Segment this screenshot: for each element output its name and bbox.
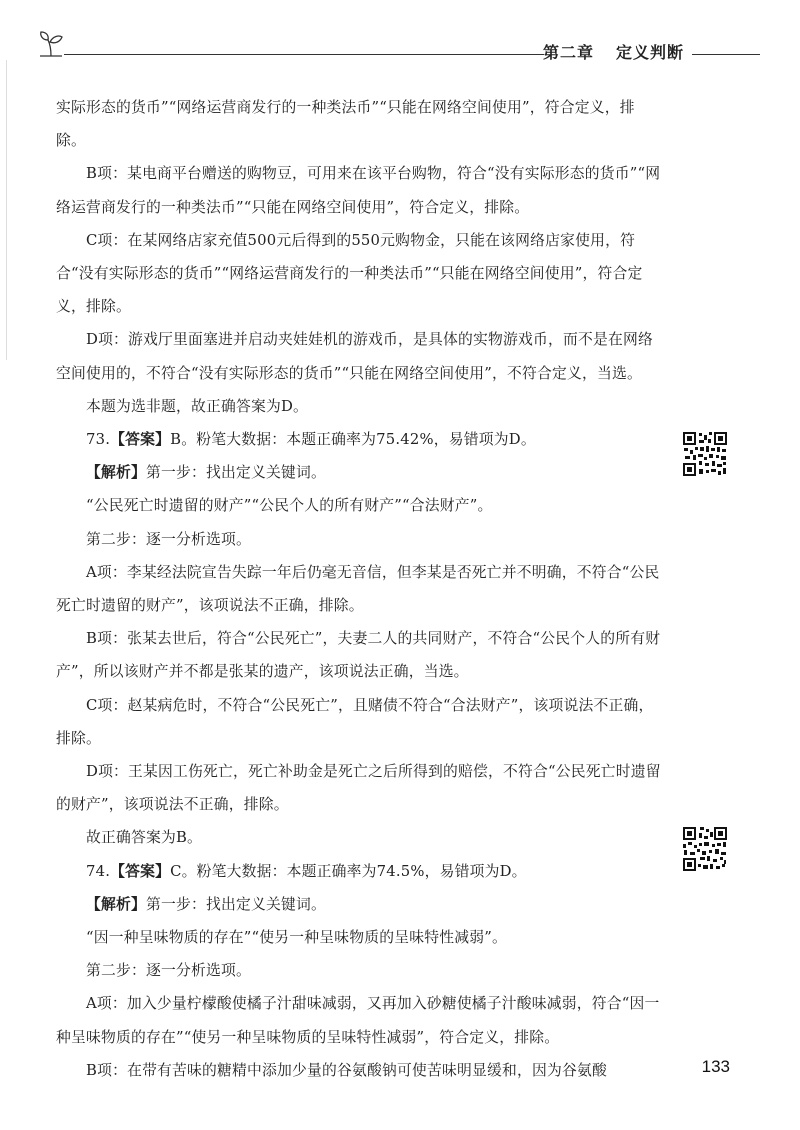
q73-answer: B。粉笔大数据：本题正确率为75.42%，易错项为D。 xyxy=(170,431,536,449)
option-c-prev: C项：在某网络店家充值500元后得到的550元购物金，只能在该网络店家使用，符合“没有实际形态的货币”“网络运营商发行的一种类法币”“只能在网络空间使用”，符合定义，排除。 xyxy=(56,231,643,316)
q74-analysis-tag: 【解析】 xyxy=(86,895,146,913)
q74-keywords: “因一种呈味物质的存在”“使另一种呈味物质的呈味特性减弱”。 xyxy=(86,929,507,947)
qr-code-icon xyxy=(682,826,728,872)
q73-step2: 第二步：逐一分析选项。 xyxy=(86,530,251,548)
chapter-number: 第二章 xyxy=(542,43,594,62)
q73-answer-line xyxy=(56,423,664,456)
q74-number: 74. xyxy=(86,862,111,880)
page-body xyxy=(56,91,664,1087)
qr-code-q74[interactable] xyxy=(682,826,728,872)
q74-step1: 第一步：找出定义关键词。 xyxy=(146,895,326,913)
q74-step2: 第二步：逐一分析选项。 xyxy=(86,962,251,980)
q73-option-c: C项：赵某病危时，不符合“公民死亡”，且赌债不符合“合法财产”，该项说法不正确，排除。 xyxy=(56,696,654,747)
option-d-prev: D项：游戏厅里面塞进并启动夹娃娃机的游戏币，是具体的实物游戏币，而不是在网络空间使用的，不符合“没有实际形态的货币”“只能在网络空间使用”，不符合定义，当选。 xyxy=(56,331,653,382)
qr-code-icon xyxy=(682,431,728,477)
q74-option-b: B项：在带有苦味的糖精中添加少量的谷氨酸钠可使苦味明显缓和，因为谷氨酸 xyxy=(86,1061,607,1079)
option-b-prev: B项：某电商平台赠送的购物豆，可用来在该平台购物，符合“没有实际形态的货币”“网络运营商发行的一种类法币”“只能在网络空间使用”，符合定义，排除。 xyxy=(56,165,661,216)
q73-keywords: “公民死亡时遗留的财产”“公民个人的所有财产”“合法财产”。 xyxy=(86,497,493,515)
q73-conclusion: 故正确答案为B。 xyxy=(86,829,203,847)
q73-answer-tag: 【答案】 xyxy=(110,431,171,449)
chapter-title xyxy=(543,40,684,63)
q73-step1: 第一步：找出定义关键词。 xyxy=(146,464,326,482)
q74-answer-line xyxy=(56,855,664,888)
leaf-icon xyxy=(38,30,64,62)
q73-analysis-line xyxy=(56,456,664,489)
running-header xyxy=(38,30,760,64)
q74-option-a: A项：加入少量柠檬酸使橘子汁甜味减弱，又再加入砂糖使橘子汁酸味减弱，符合“因一种呈味物质的存在”“使另一种呈味物质的呈味特性减弱”，符合定义，排除。 xyxy=(56,995,660,1046)
q74-answer-tag: 【答案】 xyxy=(110,862,171,880)
q73-analysis-tag: 【解析】 xyxy=(86,464,146,482)
page-number: 133 xyxy=(701,1057,730,1076)
paragraph: 实际形态的货币”“网络运营商发行的一种类法币”“只能在网络空间使用”，符合定义，排除。 xyxy=(56,99,635,150)
section-name: 定义判断 xyxy=(615,43,684,62)
q73-option-a: A项：李某经法院宣告失踪一年后仍毫无音信，但李某是否死亡并不明确，不符合“公民死亡时遗留的财产”，该项说法不正确，排除。 xyxy=(56,563,660,615)
conclusion-prev: 本题为选非题，故正确答案为D。 xyxy=(86,397,309,415)
qr-code-q73[interactable] xyxy=(682,431,728,477)
q73-number: 73. xyxy=(86,431,111,449)
q73-option-b: B项：张某去世后，符合“公民死亡”，夫妻二人的共同财产，不符合“公民个人的所有财产”，所以该财产并不都是张某的遗产，该项说法正确，当选。 xyxy=(56,630,661,681)
q74-analysis-line xyxy=(56,888,664,921)
page-edge-line xyxy=(6,60,7,360)
q74-answer: C。粉笔大数据：本题正确率为74.5%，易错项为D。 xyxy=(170,862,527,880)
header-rule-left xyxy=(64,54,544,55)
q73-option-d: D项：王某因工伤死亡，死亡补助金是死亡之后所得到的赔偿，不符合“公民死亡时遗留的财产”，该项说法不正确，排除。 xyxy=(56,763,661,814)
header-rule-right xyxy=(692,54,760,55)
